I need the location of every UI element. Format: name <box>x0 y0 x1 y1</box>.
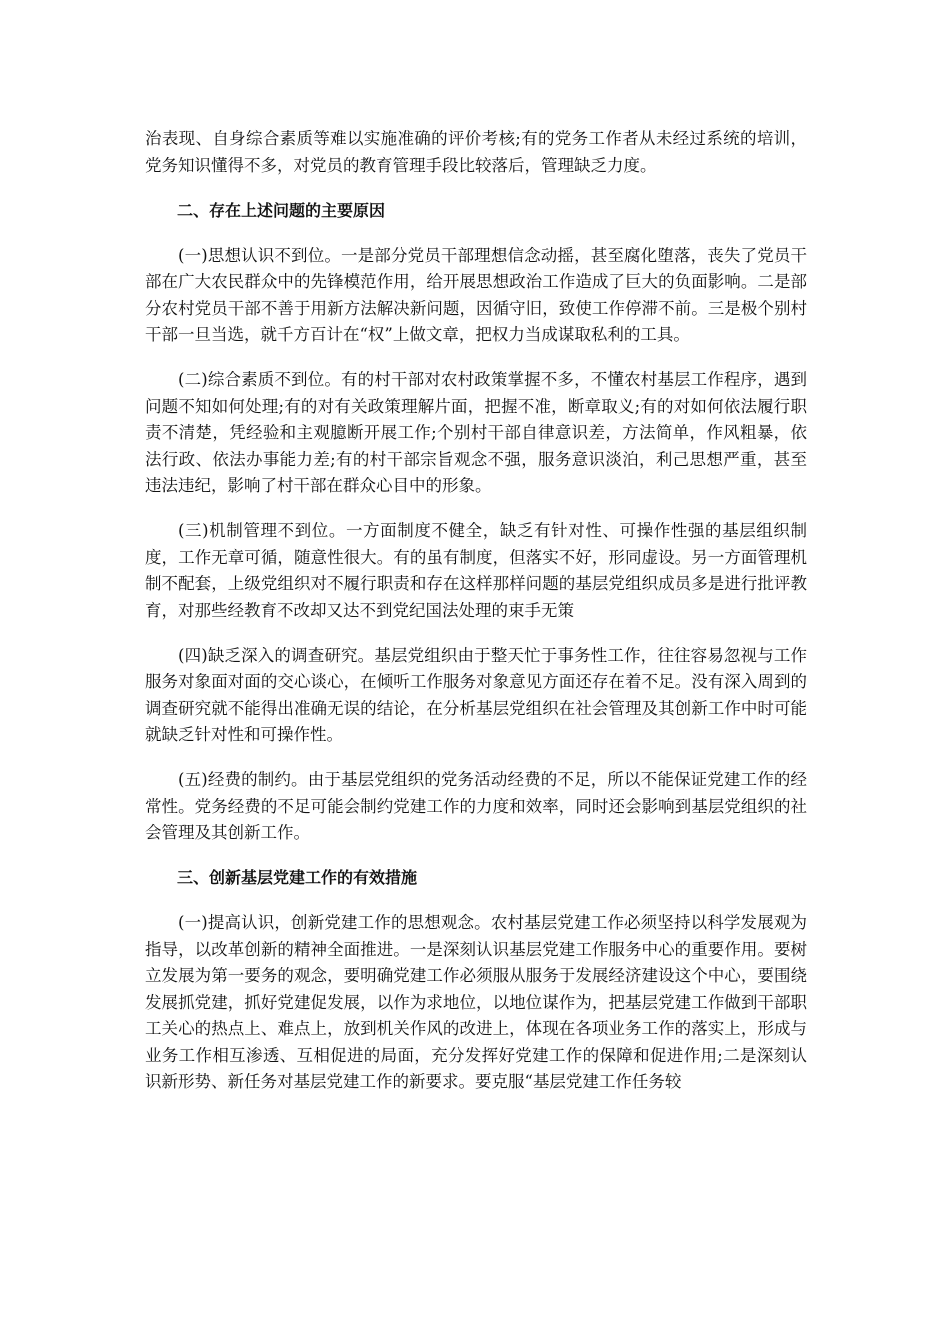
section-heading-3: 三、创新基层党建工作的有效措施 <box>177 868 418 887</box>
paragraph-continuation: 治表现、自身综合素质等难以实施准确的评价考核;有的党务工作者从未经过系统的培训，党务知识懂得不多，对党员的教育管理手段比较落后，管理缺乏力度。 <box>145 129 807 175</box>
document-page <box>145 126 807 1114</box>
section-heading-2: 二、存在上述问题的主要原因 <box>177 200 386 220</box>
paragraph-cause-4: (四)缺乏深入的调查研究。基层党组织由于整天忙于事务性工作，往往容易忽视与工作服务对象面对面的交心谈心，在倾听工作服务对象意见方面还存在着不足。没有深入周到的调查研究就不能得出准确无误的结论，在分析基层党组织在社会管理及其创新工作中时可能就缺乏针对性和可操作性。 <box>145 645 807 744</box>
paragraph-cause-5: (五)经费的制约。由于基层党组织的党务活动经费的不足，所以不能保证党建工作的经常性。党务经费的不足可能会制约党建工作的力度和效率，同时还会影响到基层党组织的社会管理及其创新工作。 <box>145 770 807 842</box>
paragraph-cause-1: (一)思想认识不到位。一是部分党员干部理想信念动摇，甚至腐化堕落，丧失了党员干部在广大农民群众中的先锋模范作用，给开展思想政治工作造成了巨大的负面影响。二是部分农村党员干部不善于用新方法解决新问题，因循守旧，致使工作停滞不前。三是极个别村干部一旦当选，就千方百计在“权”上做文章，把权力当成谋取私利的工具。 <box>145 245 807 344</box>
paragraph-measure-1: (一)提高认识，创新党建工作的思想观念。农村基层党建工作必须坚持以科学发展观为指导，以改革创新的精神全面推进。一是深刻认识基层党建工作服务中心的重要作用。要树立发展为第一要务的观念，要明确党建工作必须服从服务于发展经济建设这个中心，要围绕发展抓党建，抓好党建促发展，以作为求地位，以地位谋作为，把基层党建工作做到干部职工关心的热点上、难点上，放到机关作风的改进上，体现在各项业务工作的落实上，形成与业务工作相互渗透、互相促进的局面，充分发挥好党建工作的保障和促进作用;二是深刻认识新形势、新任务对基层党建工作的新要求。要克服“基层党建工作任务较 <box>145 913 807 1091</box>
paragraph-cause-3: (三)机制管理不到位。一方面制度不健全，缺乏有针对性、可操作性强的基层组织制度，工作无章可循，随意性很大。有的虽有制度，但落实不好，形同虚设。另一方面管理机制不配套，上级党组织对不履行职责和存在这样那样问题的基层党组织成员多是进行批评教育，对那些经教育不改却又达不到党纪国法处理的束手无策 <box>145 521 807 620</box>
paragraph-cause-2: (二)综合素质不到位。有的村干部对农村政策掌握不多，不懂农村基层工作程序，遇到问题不知如何处理;有的对有关政策理解片面，把握不准，断章取义;有的对如何依法履行职责不清楚，凭经验和主观臆断开展工作;个别村干部自律意识差，方法简单，作风粗暴，依法行政、依法办事能力差;有的村干部宗旨观念不强，服务意识淡泊，利己思想严重，甚至违法违纪，影响了村干部在群众心目中的形象。 <box>145 370 807 495</box>
